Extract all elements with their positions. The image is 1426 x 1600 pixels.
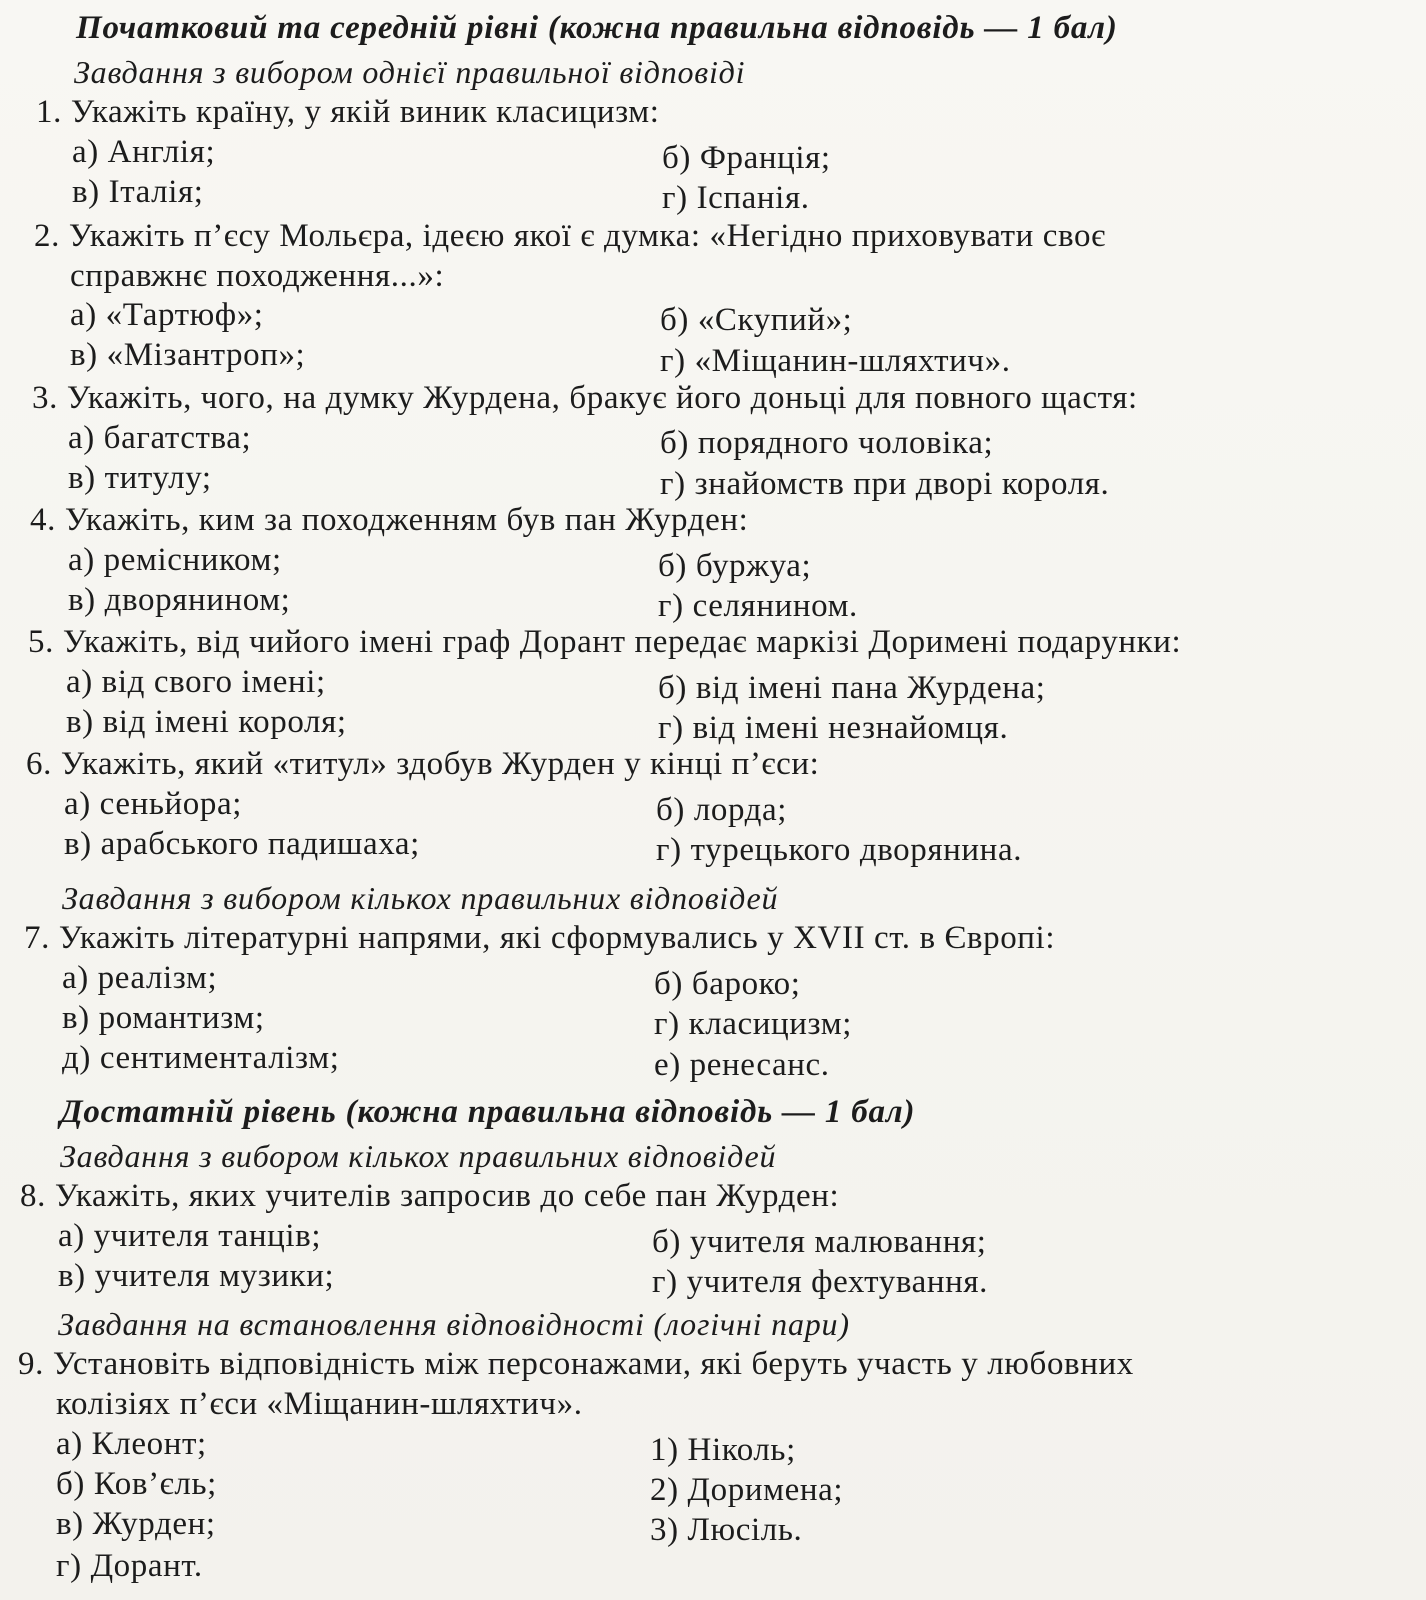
question-number: 7. xyxy=(24,920,50,956)
option-g: г) селянином. xyxy=(658,588,858,624)
match-right-item: 2) Доримена; xyxy=(650,1472,844,1508)
section-heading-2: Достатній рівень (кожна правильна відповідь — 1 бал) xyxy=(60,1094,916,1130)
question-text: Укажіть, яких учителів запросив до себе пан Журден: xyxy=(54,1178,840,1214)
question-text: Укажіть, чого, на думку Журдена, бракує його доньці для повного щастя: xyxy=(66,380,1138,416)
question-number: 6. xyxy=(26,746,52,782)
option-v: в) «Мізантроп»; xyxy=(70,337,306,373)
option-b: б) порядного чоловіка; xyxy=(660,425,994,461)
option-b: б) Франція; xyxy=(662,140,831,176)
option-g: г) учителя фехтування. xyxy=(652,1264,988,1300)
question-1 xyxy=(36,92,660,132)
option-a: а) Англія; xyxy=(72,134,216,170)
question-number: 1. xyxy=(36,94,62,130)
match-left-item: б) Ков’єль; xyxy=(56,1466,217,1502)
option-g: г) Іспанія. xyxy=(662,180,810,216)
task-type-heading-4: Завдання на встановлення відповідності (логічні пари) xyxy=(58,1306,850,1342)
question-text: Укажіть країну, у якій виник класицизм: xyxy=(70,94,660,130)
option-b: б) «Скупий»; xyxy=(660,302,853,338)
option-v: в) від імені короля; xyxy=(66,704,347,740)
match-left-item: г) Дорант. xyxy=(56,1548,203,1584)
question-5 xyxy=(28,622,1181,662)
option-a: а) учителя танців; xyxy=(58,1218,322,1254)
option-g: г) від імені незнайомця. xyxy=(658,710,1009,746)
question-number: 8. xyxy=(20,1178,46,1214)
option-a: а) реалізм; xyxy=(62,960,218,996)
option-g: г) «Міщанин-шляхтич». xyxy=(660,343,1011,379)
option-b: б) учителя малювання; xyxy=(652,1224,987,1260)
option-e: е) ренесанс. xyxy=(654,1047,830,1083)
option-b: б) лорда; xyxy=(656,792,788,828)
option-d: д) сентименталізм; xyxy=(62,1040,340,1076)
question-text: Укажіть, який «титул» здобув Журден у кінці п’єси: xyxy=(60,746,820,782)
match-left-item: в) Журден; xyxy=(56,1506,216,1542)
question-2-continuation: справжнє походження...»: xyxy=(70,258,445,294)
option-a: а) багатства; xyxy=(68,420,252,456)
question-number: 5. xyxy=(28,624,54,660)
match-left-item: а) Клеонт; xyxy=(56,1426,207,1462)
option-g: г) знайомств при дворі короля. xyxy=(660,466,1110,502)
option-a: а) «Тартюф»; xyxy=(70,297,264,333)
option-v: в) учителя музики; xyxy=(58,1258,335,1294)
question-number: 2. xyxy=(34,218,60,254)
option-b: б) від імені пана Журдена; xyxy=(658,670,1046,706)
option-b: б) бароко; xyxy=(654,966,801,1002)
question-7 xyxy=(24,918,1055,958)
option-v: в) романтизм; xyxy=(62,1000,265,1036)
task-type-heading-2: Завдання з вибором кількох правильних відповідей xyxy=(62,880,779,916)
option-a: а) сеньйора; xyxy=(64,786,242,822)
question-text: Укажіть, від чийого імені граф Дорант передає маркізі Доримені подарунки: xyxy=(62,624,1182,660)
match-right-item: 1) Ніколь; xyxy=(650,1432,796,1468)
option-v: в) арабського падишаха; xyxy=(64,826,420,862)
question-text: Укажіть, ким за походженням був пан Журден: xyxy=(64,502,749,538)
match-right-item: 3) Люсіль. xyxy=(650,1512,803,1548)
option-g: г) турецького дворянина. xyxy=(656,832,1023,868)
question-9-continuation: колізіях п’єси «Міщанин-шляхтич». xyxy=(56,1386,583,1422)
question-text: Укажіть літературні напрями, які сформувались у XVII ст. в Європі: xyxy=(58,920,1056,956)
question-9 xyxy=(18,1344,1134,1384)
task-type-heading-3: Завдання з вибором кількох правильних відповідей xyxy=(60,1138,777,1174)
question-text: Укажіть п’єсу Мольєра, ідеєю якої є думка: «Негідно приховувати своє xyxy=(68,218,1106,254)
question-6 xyxy=(26,744,819,784)
question-text: Установіть відповідність між персонажами, які беруть участь у любовних xyxy=(52,1346,1134,1382)
option-b: б) буржуа; xyxy=(658,548,812,584)
option-v: в) дворянином; xyxy=(68,582,291,618)
option-a: а) ремісником; xyxy=(68,542,282,578)
question-3 xyxy=(32,378,1138,418)
option-a: а) від свого імені; xyxy=(66,664,326,700)
section-heading-1: Початковий та середній рівні (кожна правильна відповідь — 1 бал) xyxy=(76,10,1118,46)
question-number: 9. xyxy=(18,1346,44,1382)
question-number: 4. xyxy=(30,502,56,538)
question-number: 3. xyxy=(32,380,58,416)
option-v: в) титулу; xyxy=(68,460,212,496)
question-8 xyxy=(20,1176,839,1216)
question-2 xyxy=(34,216,1106,256)
task-type-heading-1: Завдання з вибором однієї правильної відповіді xyxy=(74,54,746,90)
question-4 xyxy=(30,500,748,540)
option-v: в) Італія; xyxy=(72,174,204,210)
option-g: г) класицизм; xyxy=(654,1006,852,1042)
